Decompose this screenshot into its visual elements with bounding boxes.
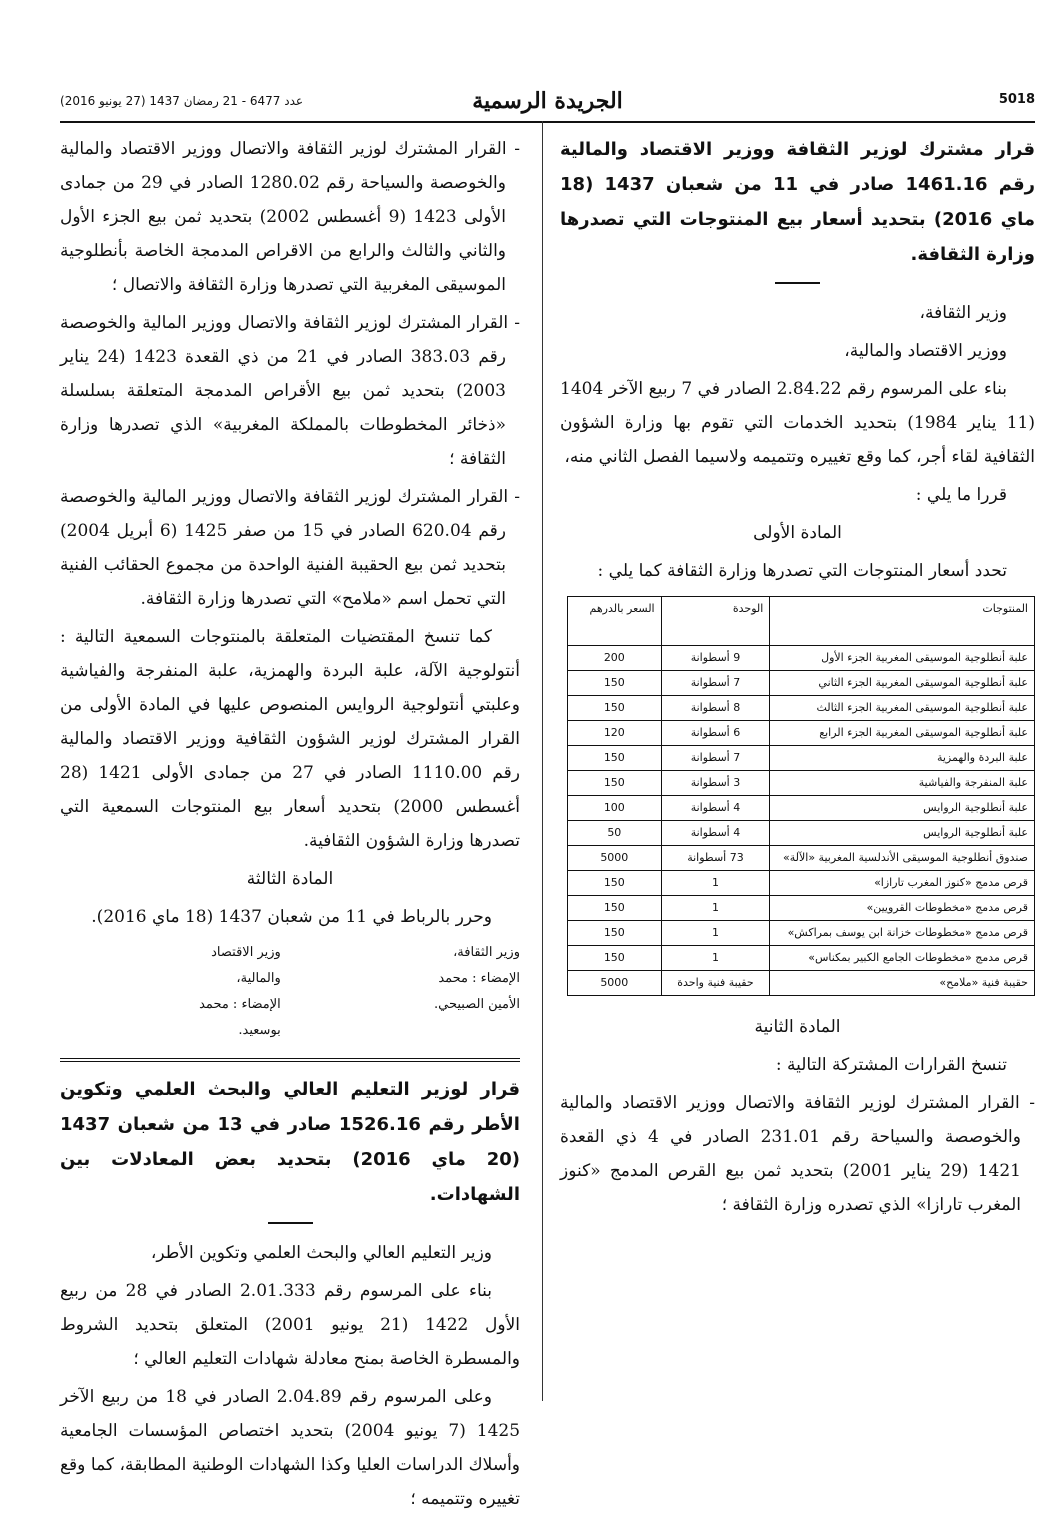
cell-unit: 1	[661, 946, 770, 971]
table-row	[568, 696, 1035, 721]
cell-unit: 3 أسطوانة	[661, 771, 770, 796]
article2-intro: تنسخ القرارات المشتركة التالية :	[775, 1055, 1007, 1075]
cell-unit: 9 أسطوانة	[661, 646, 770, 671]
cell-unit: 1	[661, 921, 770, 946]
cell-price: 150	[568, 771, 662, 796]
cell-price: 5000	[568, 846, 662, 871]
table-row	[568, 671, 1035, 696]
cell-price: 50	[568, 821, 662, 846]
signature-economy	[60, 940, 281, 1044]
cell-price: 150	[568, 946, 662, 971]
cell-product: علبة البردة والهمزية	[770, 746, 1035, 771]
cell-unit: 6 أسطوانة	[661, 721, 770, 746]
minister-higher-education: وزير التعليم العالي والبحث العلمي وتكوين الأطر،	[150, 1243, 492, 1263]
table-row	[568, 971, 1035, 996]
table-row	[568, 871, 1035, 896]
repeal-item: - القرار المشترك لوزير الثقافة والاتصال ووزير المالية والخوصصة رقم 620.04 الصادر في 15 من صفر 1425 (6 أبريل 2004) بتحديد ثمن بيع الحقيبة الفنية الواحدة من مجموع الحقائب الفنية التي تحمل اسم «ملامح» التي تصدرها وزارة الثقافة.	[60, 487, 520, 609]
table-row	[568, 921, 1035, 946]
cell-price: 150	[568, 746, 662, 771]
repeal-item: - القرار المشترك لوزير الثقافة والاتصال ووزير الاقتصاد والمالية والخوصصة والسياحة رقم 231.01 الصادر في 4 ذي القعدة 1421 (29 يناير 2001) بتحديد ثمن بيع القرص المدمج «كنوز المغرب تارازا» الذي تصدره وزارة الثقافة ؛	[560, 1093, 1035, 1215]
cell-product: قرص مدمج «كنوز المغرب تارازا»	[770, 871, 1035, 896]
col-header-price: السعر بالدرهم	[568, 597, 662, 646]
repeal-audio-products: كما تنسخ المقتضيات المتعلقة بالمنتوجات السمعية التالية : أنتولوجية الآلة، علبة البردة والهمزية، علبة المنفرجة والفياشية وعلبتي أنتولوجية الروايس المنصوص عليها في المادة الأولى من القرار المشترك لوزير الشؤون الثقافية ووزير الاقتصاد والمالية رقم 1110.00 الصادر في 27 من جمادى الأولى 1421 (28 أغسطس 2000) بتحديد أسعار بيع المنتوجات السمعية التي تصدرها وزارة الشؤون الثقافية.	[60, 627, 520, 851]
article3-heading: المادة الثالثة	[246, 869, 334, 889]
cell-product: علبة أنطلوجية الموسيقى المغربية الجزء الرابع	[770, 721, 1035, 746]
cell-product: علبة المنفرجة والفياشية	[770, 771, 1035, 796]
table-row	[568, 721, 1035, 746]
journal-title: الجريدة الرسمية	[472, 88, 623, 114]
title-separator	[775, 282, 820, 284]
repeal-item: - القرار المشترك لوزير الثقافة والاتصال ووزير المالية والخوصصة رقم 383.03 الصادر في 21 من ذي القعدة 1423 (24 يناير 2003) بتحديد ثمن بيع الأقراص المدمجة المتعلقة بسلسلة «ذخائر المخطوطات بالمملكة المغربية» الذي تصدرها وزارة الثقافة ؛	[60, 313, 520, 469]
cell-unit: 4 أسطوانة	[661, 796, 770, 821]
issue-info: عدد 6477 - 21 رمضان 1437 (27 يونيو 2016)	[60, 94, 304, 108]
decision1-title: قرار مشترك لوزير الثقافة ووزير الاقتصاد والمالية رقم 1461.16 صادر في 11 من شعبان 1437 (18 ماي 2016) بتحديد أسعار بيع المنتوجات التي تصدرها وزارة الثقافة.	[560, 139, 1035, 265]
cell-price: 150	[568, 671, 662, 696]
page-header	[60, 88, 1035, 118]
cell-product: علبة أنطلوجية الروايس	[770, 796, 1035, 821]
table-header-row	[568, 597, 1035, 646]
decision2-title: قرار لوزير التعليم العالي والبحث العلمي وتكوين الأطر رقم 1526.16 صادر في 13 من شعبان 1437 (20 ماي 2016) بتحديد بعض المعادلات بين الشهادات.	[60, 1079, 521, 1205]
cell-price: 150	[568, 896, 662, 921]
cell-price: 100	[568, 796, 662, 821]
title-separator	[268, 1222, 313, 1224]
cell-product: علبة أنطلوجية الروايس	[770, 821, 1035, 846]
cell-product: قرص مدمج «مخطوطات القرويين»	[770, 896, 1035, 921]
table-row	[568, 821, 1035, 846]
signature-title: وزير الثقافة،	[453, 945, 520, 960]
decision-separator	[60, 1058, 520, 1062]
table-row	[568, 896, 1035, 921]
table-row	[568, 846, 1035, 871]
cell-price: 150	[568, 921, 662, 946]
table-row	[568, 946, 1035, 971]
preamble: وعلى المرسوم رقم 2.04.89 الصادر في 18 من ربيع الآخر 1425 (7 يونيو 2004) بتحديد اختصاص المؤسسات الجامعية وأسلاك الدراسات العليا وكذا الشهادات الوطنية المطابقة، كما وقع تغييره وتتميمه ؛	[60, 1387, 521, 1509]
cell-product: علبة أنطلوجية الموسيقى المغربية الجزء الثاني	[770, 671, 1035, 696]
cell-unit: 1	[661, 896, 770, 921]
cell-unit: 4 أسطوانة	[661, 821, 770, 846]
cell-price: 150	[568, 696, 662, 721]
done-at: وحرر بالرباط في 11 من شعبان 1437 (18 ماي 2016).	[91, 907, 492, 927]
table-row	[568, 646, 1035, 671]
table-row	[568, 771, 1035, 796]
cell-product: علبة أنطلوجية الموسيقى المغربية الجزء الثالث	[770, 696, 1035, 721]
table-row	[568, 796, 1035, 821]
article1-heading: المادة الأولى	[753, 523, 842, 543]
signature-name: الإمضاء : محمد الأمين الصبيحي.	[434, 971, 520, 1012]
article1-text: تحدد أسعار المنتوجات التي تصدرها وزارة الثقافة كما يلي :	[597, 561, 1007, 581]
decided-line: قررا ما يلي :	[915, 485, 1007, 505]
cell-unit: 7 أسطوانة	[661, 671, 770, 696]
cell-product: صندوق أنطلوجية الموسيقى الأندلسية المغربية «الآلة»	[770, 846, 1035, 871]
signatures	[60, 940, 520, 1044]
products-table	[567, 596, 1035, 996]
col-header-product: المنتوجات	[770, 597, 1035, 646]
right-column	[560, 132, 1035, 1226]
article2-heading: المادة الثانية	[754, 1017, 841, 1037]
cell-price: 200	[568, 646, 662, 671]
page-number: 5018	[998, 92, 1035, 107]
cell-product: حقيبة فنية «ملامح»	[770, 971, 1035, 996]
signature-culture	[299, 940, 520, 1044]
cell-product: قرص مدمج «مخطوطات الجامع الكبير بمكناس»	[770, 946, 1035, 971]
preamble: بناء على المرسوم رقم 2.01.333 الصادر في 28 من ربيع الأول 1422 (21 يونيو 2001) المتعلق بتحديد الشروط والمسطرة الخاصة بمنح معادلة شهادات التعليم العالي ؛	[60, 1281, 520, 1369]
cell-unit: 1	[661, 871, 770, 896]
cell-unit: 7 أسطوانة	[661, 746, 770, 771]
col-header-unit: الوحدة	[661, 597, 770, 646]
cell-price: 5000	[568, 971, 662, 996]
left-column	[60, 132, 520, 1520]
cell-unit: 73 أسطوانة	[661, 846, 770, 871]
signature-title: وزير الاقتصاد والمالية،	[211, 945, 281, 986]
signature-name: الإمضاء : محمد بوسعيد.	[199, 997, 281, 1038]
minister-economy: ووزير الاقتصاد والمالية،	[844, 341, 1007, 361]
cell-product: قرص مدمج «مخطوطات خزانة ابن يوسف بمراكش»	[770, 921, 1035, 946]
repeal-item: - القرار المشترك لوزير الثقافة والاتصال ووزير الاقتصاد والمالية والخوصصة والسياحة رقم 1280.02 الصادر في 29 من جمادى الأولى 1423 (9 أغسطس 2002) بتحديد ثمن بيع الجزء الأول والثاني والثالث والرابع من الاقراص المدمجة الخاصة بأنطلوجية الموسيقى المغربية التي تصدرها وزارة الثقافة والاتصال ؛	[60, 139, 520, 295]
cell-price: 150	[568, 871, 662, 896]
preamble: بناء على المرسوم رقم 2.84.22 الصادر في 7 ربيع الآخر 1404 (11 يناير 1984) بتحديد الخدمات التي تقوم بها وزارة الشؤون الثقافية لقاء أجر، كما وقع تغييره وتتميمه ولاسيما الفصل الثاني منه،	[560, 379, 1035, 467]
cell-product: علبة أنطلوجية الموسيقى المغربية الجزء الأول	[770, 646, 1035, 671]
minister-culture: وزير الثقافة،	[919, 303, 1007, 323]
cell-unit: 8 أسطوانة	[661, 696, 770, 721]
column-divider	[542, 121, 543, 1401]
header-rule	[60, 121, 1035, 123]
cell-price: 120	[568, 721, 662, 746]
table-row	[568, 746, 1035, 771]
cell-unit: حقيبة فنية واحدة	[661, 971, 770, 996]
